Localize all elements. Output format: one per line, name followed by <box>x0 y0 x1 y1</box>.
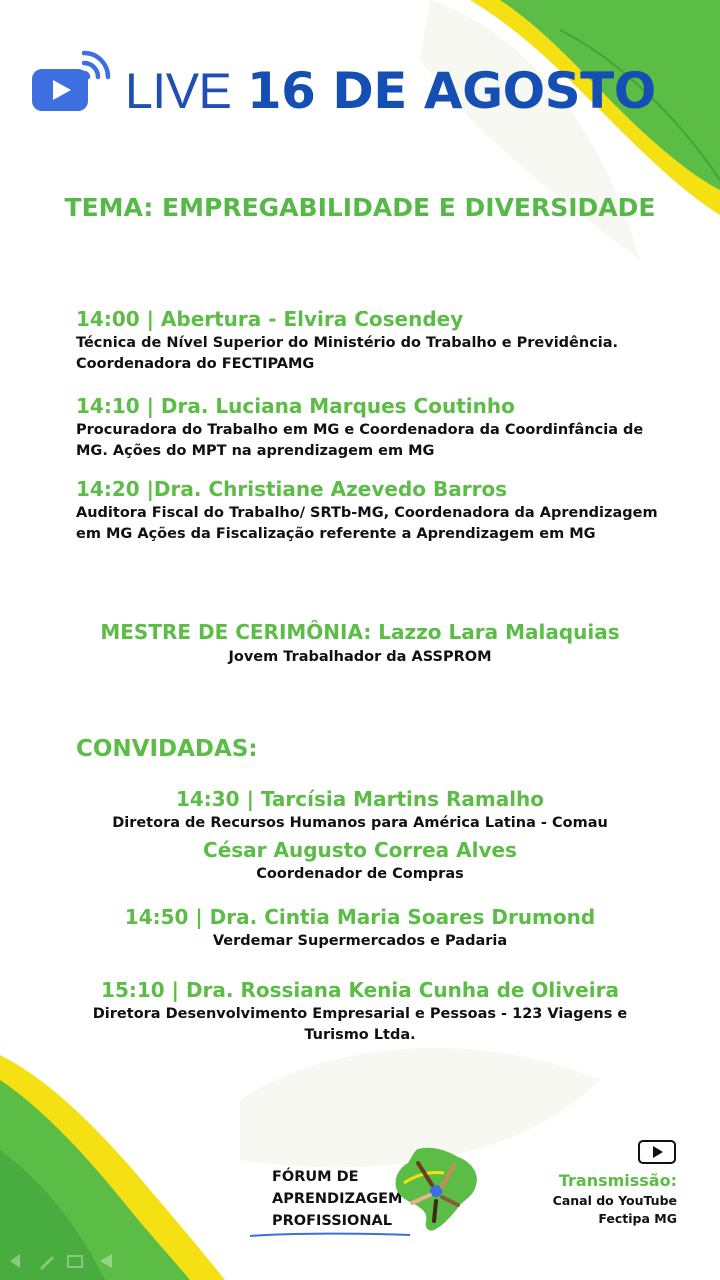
forum-underline <box>250 1232 410 1238</box>
transmissao-label: Transmissão: <box>558 1171 677 1190</box>
agenda-heading: 14:00 | Abertura - Elvira Cosendey <box>76 307 464 331</box>
agenda-line: em MG Ações da Fiscalização referente a Aprendizagem em MG <box>76 526 596 542</box>
agenda-item <box>76 392 696 462</box>
canal-line: Canal do YouTube <box>552 1193 677 1208</box>
guest-item <box>0 785 720 834</box>
back-arrow-icon <box>10 1254 20 1268</box>
mestre-line: Jovem Trabalhador da ASSPROM <box>228 649 492 665</box>
mestre-section <box>0 618 720 668</box>
agenda-heading: 14:20 |Dra. Christiane Azevedo Barros <box>76 477 508 501</box>
canal-line: Fectipa MG <box>598 1211 677 1226</box>
forum-line: APRENDIZAGEM <box>272 1191 403 1207</box>
share-icon <box>100 1254 112 1268</box>
event-title <box>125 63 656 119</box>
guest-heading: César Augusto Correa Alves <box>203 838 517 862</box>
forum-label <box>272 1166 402 1232</box>
guest-line: Verdemar Supermercados e Padaria <box>212 933 508 949</box>
title-date: 16 DE AGOSTO <box>246 62 656 120</box>
guest-item <box>0 903 720 952</box>
guest-line: Coordenador de Compras <box>256 866 464 882</box>
forum-line: PROFISSIONAL <box>272 1213 392 1229</box>
title-live: LIVE <box>125 63 232 119</box>
tema-heading: TEMA: EMPREGABILIDADE E DIVERSIDADE <box>64 193 656 222</box>
guest-line: Diretora Desenvolvimento Empresarial e Pessoas - 123 Viagens e <box>92 1006 628 1022</box>
youtube-play-icon[interactable] <box>638 1140 676 1164</box>
agenda-line: Procuradora do Trabalho em MG e Coordenadora da Coordinfância de <box>76 422 644 438</box>
brazil-map-hands-icon <box>388 1143 483 1235</box>
agenda-heading: 14:10 | Dra. Luciana Marques Coutinho <box>76 394 515 418</box>
transmissao-section <box>553 1170 677 1228</box>
convidadas-heading: CONVIDADAS: <box>76 736 258 762</box>
guest-line: Diretora de Recursos Humanos para América Latina - Comau <box>112 815 608 831</box>
agenda-line: Técnica de Nível Superior do Ministério do Trabalho e Previdência. <box>76 335 619 351</box>
guest-line: Turismo Ltda. <box>304 1027 416 1043</box>
agenda-line: Coordenadora do FECTIPAMG <box>76 356 315 372</box>
guest-heading: 14:50 | Dra. Cintia Maria Soares Drumond <box>124 905 596 929</box>
guest-item <box>0 976 720 1046</box>
viewer-toolbar <box>8 1250 123 1272</box>
crop-icon <box>68 1256 82 1267</box>
live-broadcast-icon <box>30 45 112 115</box>
guest-item <box>0 836 720 885</box>
mestre-heading: MESTRE DE CERIMÔNIA: Lazzo Lara Malaquias <box>100 620 620 644</box>
agenda-item <box>76 305 696 375</box>
guest-heading: 15:10 | Dra. Rossiana Kenia Cunha de Oliveira <box>101 978 619 1002</box>
forum-line: FÓRUM DE <box>272 1169 359 1185</box>
agenda-line: MG. Ações do MPT na aprendizagem em MG <box>76 443 435 459</box>
guest-heading: 14:30 | Tarcísia Martins Ramalho <box>175 787 545 811</box>
agenda-item <box>76 475 696 545</box>
header <box>30 45 710 135</box>
pencil-icon <box>40 1256 54 1270</box>
agenda-line: Auditora Fiscal do Trabalho/ SRTb-MG, Coordenadora da Aprendizagem <box>76 505 658 521</box>
